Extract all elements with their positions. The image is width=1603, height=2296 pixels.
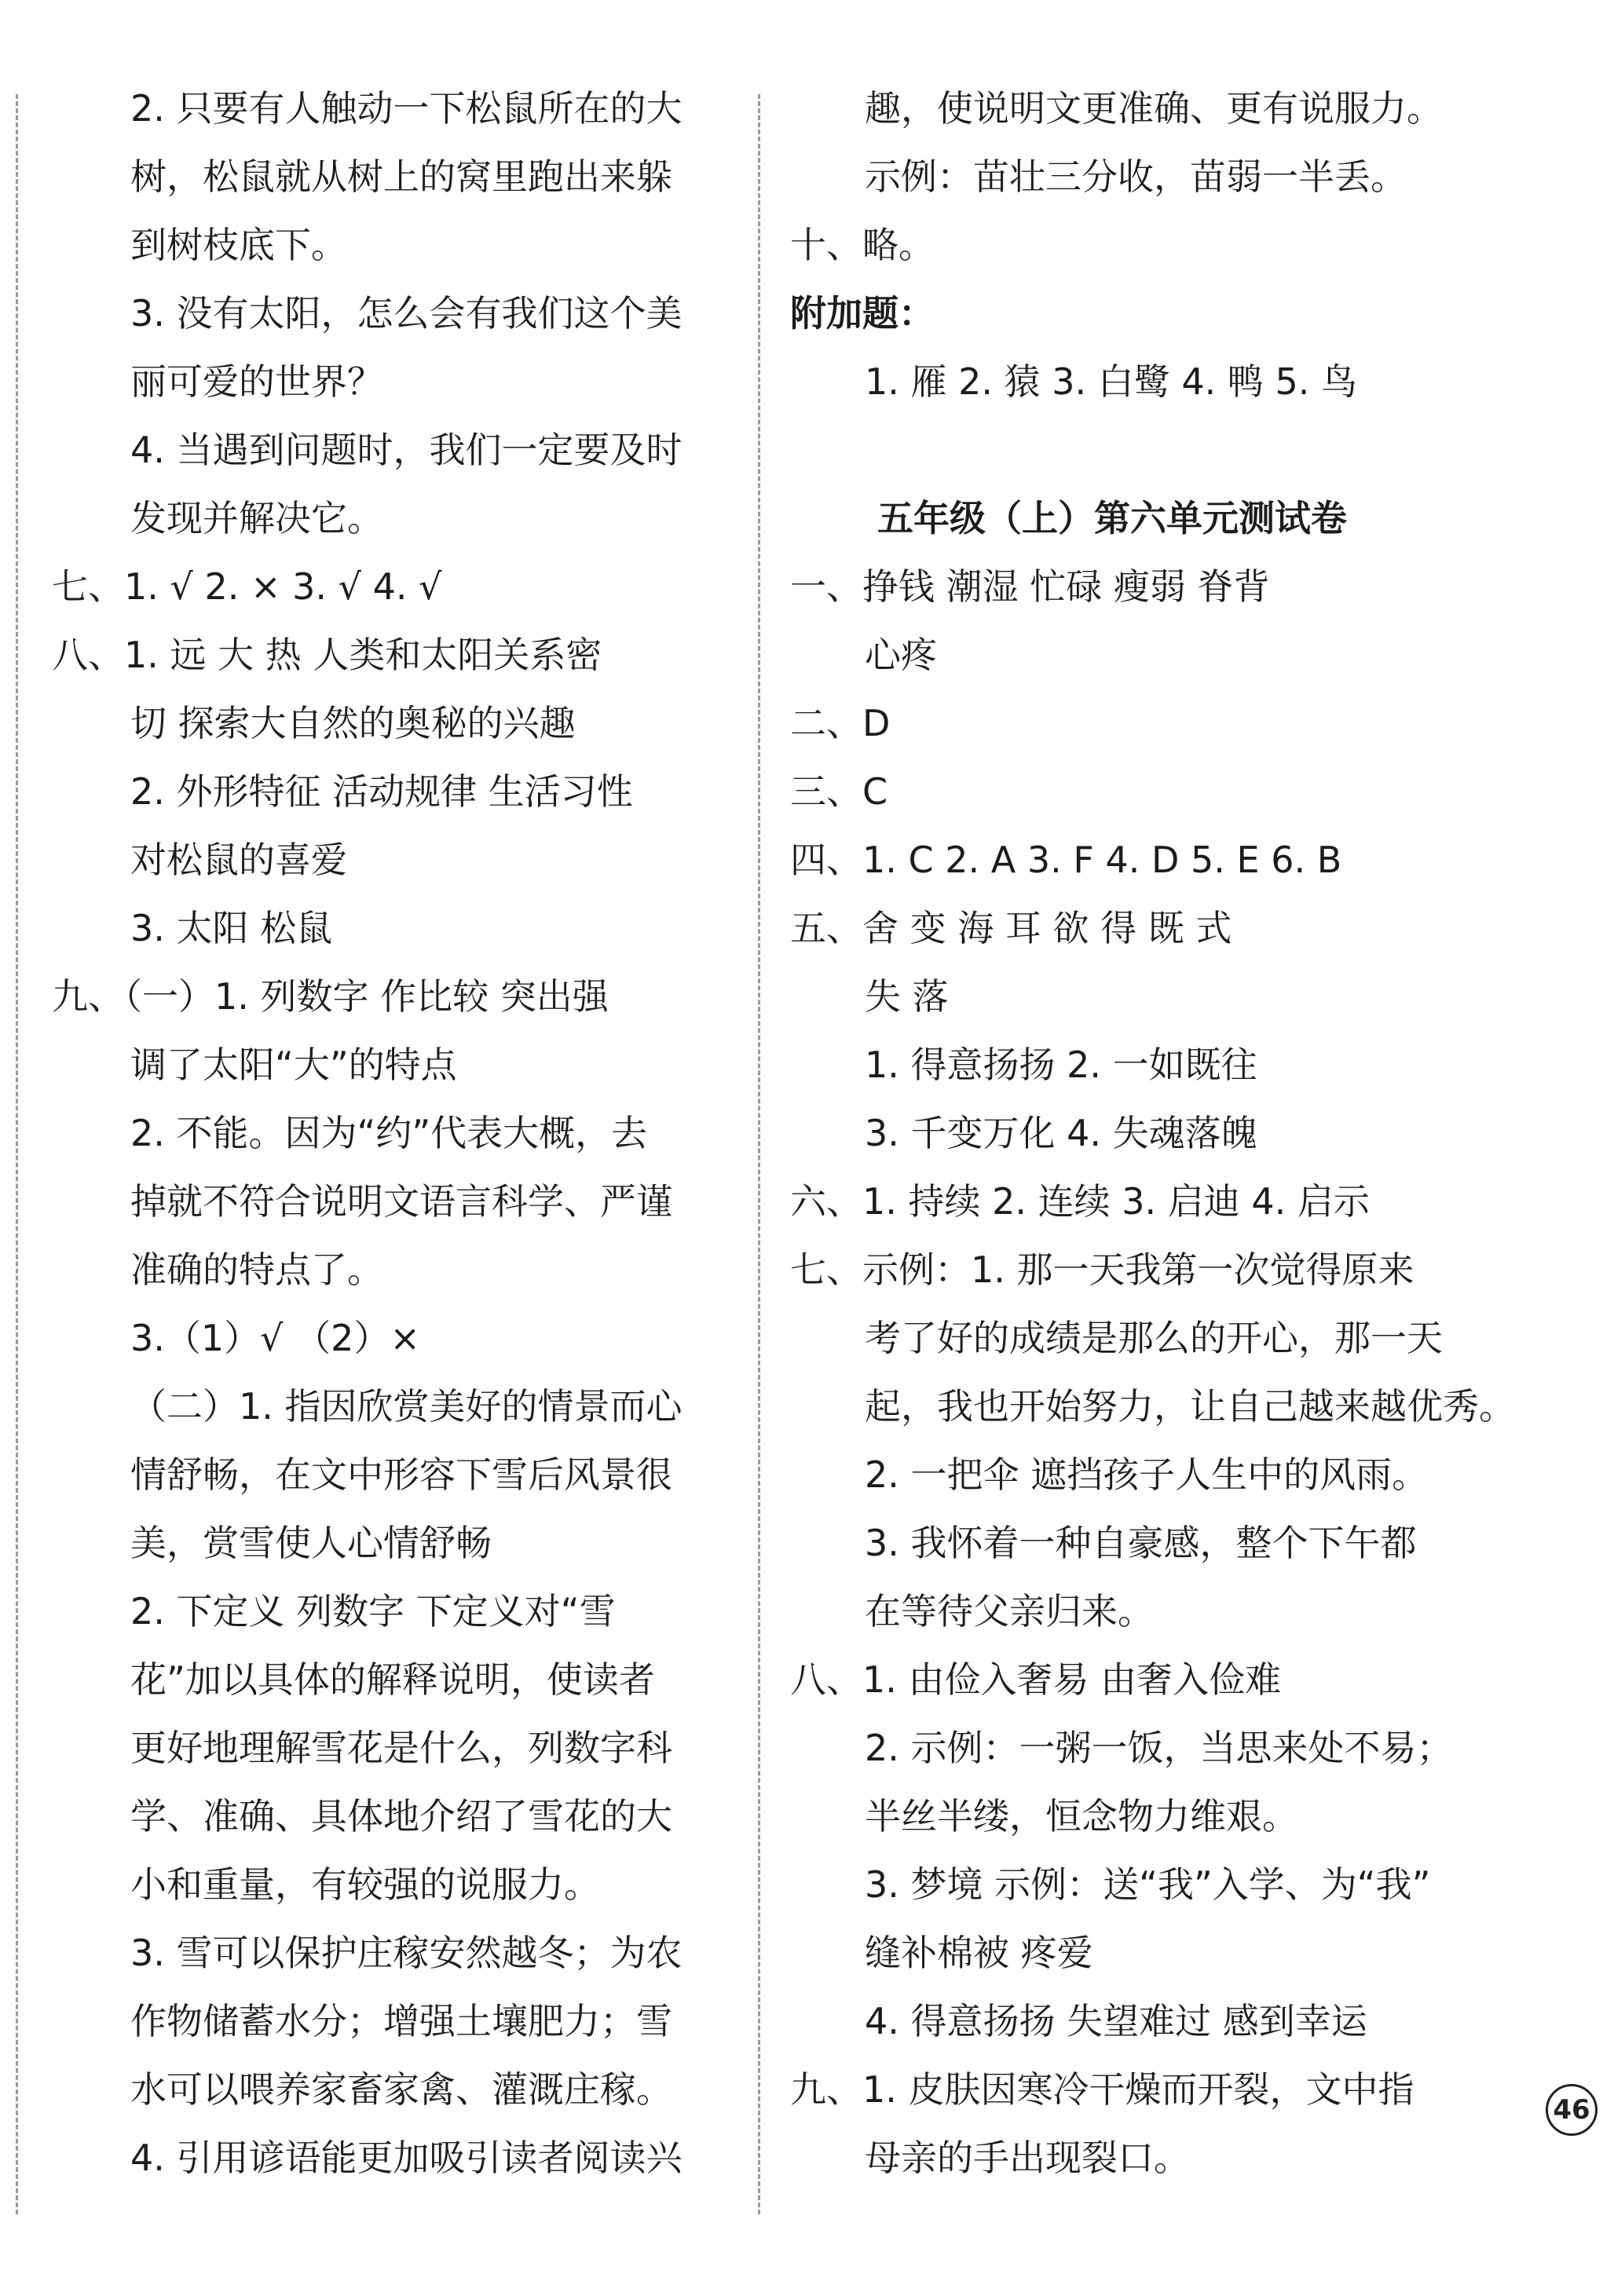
answer-line: 4. 当遇到问题时，我们一定要及时 (130, 429, 683, 471)
page-number: 46 (1546, 2084, 1598, 2136)
answer-line: 4. 得意扬扬 失望难过 感到幸运 (865, 2000, 1367, 2042)
section-title: 五年级（上）第六单元测试卷 (877, 497, 1347, 539)
answer-line: （二）1. 指因欣赏美好的情景而心 (130, 1385, 683, 1428)
answer-line: 花”加以具体的解释说明，使读者 (130, 1658, 655, 1701)
answer-line: 2. 一把伞 遮挡孩子人生中的风雨。 (865, 1453, 1429, 1496)
answer-line: 失 落 (865, 975, 949, 1018)
answer-line: 3. 我怀着一种自豪感，整个下午都 (865, 1522, 1417, 1564)
answer-line: 2. 只要有人触动一下松鼠所在的大 (130, 87, 683, 130)
answer-line: 4. 引用谚语能更加吸引读者阅读兴 (130, 2137, 683, 2179)
answer-line: 小和重量，有较强的说服力。 (130, 1863, 600, 1906)
left-answer-column (0, 0, 760, 2296)
answer-line: 3.（1）√ （2）× (130, 1317, 420, 1359)
answer-line: 3. 梦境 示例：送“我”入学、为“我” (865, 1863, 1431, 1906)
answer-line: 水可以喂养家畜家禽、灌溉庄稼。 (130, 2068, 672, 2111)
answer-line: 学、准确、具体地介绍了雪花的大 (130, 1795, 672, 1837)
answer-line: 3. 雪可以保护庄稼安然越冬；为农 (130, 1932, 683, 1974)
answer-line: 二、D (790, 702, 891, 744)
answer-line: 3. 没有太阳，怎么会有我们这个美 (130, 292, 683, 335)
right-answer-column (762, 0, 1603, 2296)
left-margin-divider (16, 94, 18, 2214)
answer-line: 一、挣钱 潮湿 忙碌 瘦弱 脊背 (790, 565, 1270, 608)
answer-line: 对松鼠的喜爱 (130, 839, 347, 881)
answer-line: 七、示例：1. 那一天我第一次觉得原来 (790, 1249, 1415, 1291)
answer-line: 1. 雁 2. 猿 3. 白鹭 4. 鸭 5. 鸟 (865, 360, 1358, 403)
answer-line: 3. 千变万化 4. 失魂落魄 (865, 1112, 1257, 1154)
answer-line: 2. 下定义 列数字 下定义对“雪 (130, 1590, 616, 1632)
answer-line: 2. 示例：一粥一饭，当思来处不易； (865, 1727, 1453, 1769)
answer-line: 到树枝底下。 (130, 224, 347, 266)
answer-line: 九、1. 皮肤因寒冷干燥而开裂，文中指 (790, 2068, 1415, 2111)
answer-line: 发现并解决它。 (130, 497, 383, 539)
answer-line: 心疼 (865, 634, 937, 676)
answer-line: 三、C (790, 770, 888, 813)
answer-line: 十、略。 (790, 224, 935, 266)
answer-line: 丽可爱的世界？ (130, 360, 383, 403)
answer-line: 3. 太阳 松鼠 (130, 907, 333, 949)
answer-line: 作物储蓄水分；增强土壤肥力；雪 (130, 2000, 672, 2042)
answer-line: 2. 不能。因为“约”代表大概，去 (130, 1112, 648, 1154)
answer-line: 六、1. 持续 2. 连续 3. 启迪 4. 启示 (790, 1180, 1370, 1223)
column-divider (758, 94, 760, 2214)
answer-line: 八、1. 由俭入奢易 由奢入俭难 (790, 1658, 1282, 1701)
answer-line: 趣，使说明文更准确、更有说服力。 (865, 87, 1443, 130)
appendix-heading: 附加题： (790, 292, 935, 335)
answer-line: 1. 得意扬扬 2. 一如既往 (865, 1044, 1257, 1086)
answer-line: 情舒畅，在文中形容下雪后风景很 (130, 1453, 672, 1496)
answer-line: 准确的特点了。 (130, 1249, 383, 1291)
answer-line: 九、（一）1. 列数字 作比较 突出强 (52, 975, 609, 1018)
answer-line: 半丝半缕，恒念物力维艰。 (865, 1795, 1298, 1837)
answer-line: 八、1. 远 大 热 人类和太阳关系密 (52, 634, 602, 676)
answer-line: 2. 外形特征 活动规律 生活习性 (130, 770, 633, 813)
answer-line: 更好地理解雪花是什么，列数字科 (130, 1727, 672, 1769)
answer-line: 在等待父亲归来。 (865, 1590, 1154, 1632)
answer-line: 四、1. C 2. A 3. F 4. D 5. E 6. B (790, 839, 1342, 881)
answer-line: 缝补棉被 疼爱 (865, 1932, 1093, 1974)
answer-line: 考了好的成绩是那么的开心，那一天 (865, 1317, 1443, 1359)
answer-line: 调了太阳“大”的特点 (130, 1044, 457, 1086)
answer-line: 树，松鼠就从树上的窝里跑出来躲 (130, 155, 672, 198)
answer-line: 示例：苗壮三分收，苗弱一半丢。 (865, 155, 1407, 198)
answer-line: 五、舍 变 海 耳 欲 得 既 式 (790, 907, 1232, 949)
answer-line: 美，赏雪使人心情舒畅 (130, 1522, 492, 1564)
answer-line: 起，我也开始努力，让自己越来越优秀。 (865, 1385, 1515, 1428)
answer-line: 切 探索大自然的奥秘的兴趣 (130, 702, 576, 744)
answer-line: 母亲的手出现裂口。 (865, 2137, 1190, 2179)
answer-line: 七、1. √ 2. × 3. √ 4. √ (52, 565, 442, 608)
answer-line: 掉就不符合说明文语言科学、严谨 (130, 1180, 672, 1223)
